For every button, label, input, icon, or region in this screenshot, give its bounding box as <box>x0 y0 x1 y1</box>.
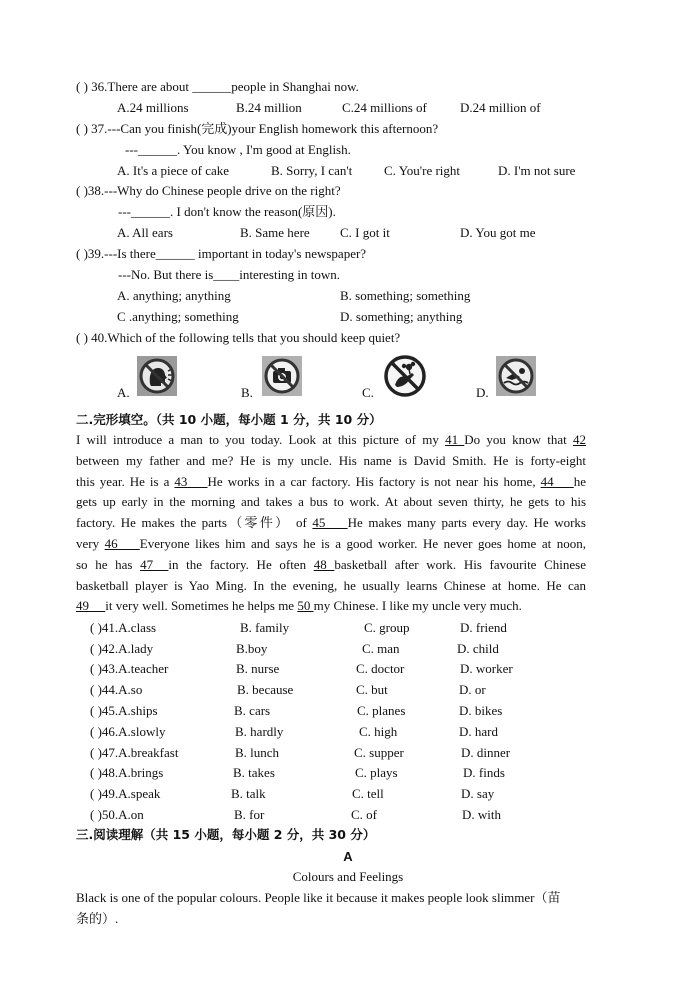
reading-line-1: Black is one of the popular colours. People like it because it makes people look slimmer（苗 <box>76 890 561 905</box>
q48-option-b: B. takes <box>233 765 275 780</box>
q36-option-c: C.24 millions of <box>342 100 427 115</box>
passage-line: gets up early in the morning and takes a bus to work. At about seven thirty, he gets to his <box>76 494 586 510</box>
q39-option-d: D. something; anything <box>340 309 463 324</box>
q50-option-b: B. for <box>234 807 265 822</box>
q44-stem-a: ( )44.A.so <box>90 682 143 697</box>
passage-line: so he has 47 in the factory. He often 48 basketball after work. His favourite Chinese <box>76 556 586 572</box>
q50-option-d: D. with <box>462 807 501 822</box>
no-camera-sign-icon <box>262 356 302 396</box>
passage-line: factory. He makes the parts（零件） of 45 He makes many parts every day. He works <box>76 515 586 531</box>
q46-option-d: D. hard <box>459 724 498 739</box>
question-37-stem: ( ) 37.---Can you finish(完成)your English homework this afternoon? <box>76 121 439 136</box>
q50-option-c: C. of <box>351 807 377 822</box>
q37-option-d: D. I'm not sure <box>498 163 576 178</box>
passage-line: basketball player is Yao Ming. In the evening, he usually learns Chinese at home. He can <box>76 577 586 593</box>
q36-option-a: A.24 millions <box>117 100 189 115</box>
q48-stem-a: ( )48.A.brings <box>90 765 164 780</box>
question-36-stem: ( ) 36.There are about ______people in Shanghai now. <box>76 79 359 94</box>
q39-option-b: B. something; something <box>340 288 471 303</box>
cloze-passage <box>76 430 586 617</box>
no-swimming-sign-icon <box>496 356 536 396</box>
q42-option-c: C. man <box>362 641 400 656</box>
section-2-heading: 二.完形填空。（共 10 小题，每小题 1 分，共 10 分） <box>76 412 382 427</box>
section-3-heading: 三.阅读理解（共 15 小题，每小题 2 分，共 30 分） <box>76 827 376 842</box>
q41-stem-a: ( )41.A.class <box>90 620 157 635</box>
q47-option-d: D. dinner <box>461 745 511 760</box>
q44-option-d: D. or <box>459 682 486 697</box>
passage-line: 49 it very well. Sometimes he helps me 50 my Chinese. I like my uncle very much. <box>76 598 522 614</box>
q38-option-b: B. Same here <box>240 225 310 240</box>
q37-option-a: A. It's a piece of cake <box>117 163 230 178</box>
q43-stem-a: ( )43.A.teacher <box>90 661 169 676</box>
passage-line: I will introduce a man to you today. Look at this picture of my 41 Do you know that 42 <box>76 432 586 447</box>
q43-option-d: D. worker <box>460 661 513 676</box>
q40-option-a: A. <box>117 385 130 400</box>
question-40-stem: ( ) 40.Which of the following tells that you should keep quiet? <box>76 330 401 345</box>
question-38-reply: ---______. I don't know the reason(原因). <box>118 204 336 219</box>
q39-option-c: C .anything; something <box>117 309 239 324</box>
question-38-stem: ( )38.---Why do Chinese people drive on the right? <box>76 183 341 198</box>
no-picking-flowers-sign-icon <box>382 353 428 399</box>
q49-option-d: D. say <box>461 786 495 801</box>
q40-option-d: D. <box>476 385 489 400</box>
q47-option-c: C. supper <box>354 745 404 760</box>
q45-option-b: B. cars <box>234 703 271 718</box>
q49-option-b: B. talk <box>231 786 266 801</box>
question-39-reply: ---No. But there is____interesting in town. <box>118 267 341 282</box>
q38-option-d: D. You got me <box>460 225 536 240</box>
q40-option-b: B. <box>241 385 253 400</box>
q41-option-d: D. friend <box>460 620 507 635</box>
reading-part-label: A <box>343 849 353 864</box>
q47-stem-a: ( )47.A.breakfast <box>90 745 179 760</box>
q45-stem-a: ( )45.A.ships <box>90 703 158 718</box>
q43-option-c: C. doctor <box>356 661 405 676</box>
q49-option-c: C. tell <box>352 786 384 801</box>
reading-line-2: 条的）. <box>76 911 119 926</box>
q47-option-b: B. lunch <box>235 745 280 760</box>
reading-title: Colours and Feelings <box>292 869 404 884</box>
q38-option-a: A. All ears <box>117 225 173 240</box>
q41-option-c: C. group <box>364 620 410 635</box>
q50-stem-a: ( )50.A.on <box>90 807 144 822</box>
q43-option-b: B. nurse <box>236 661 280 676</box>
q44-option-c: C. but <box>356 682 388 697</box>
q46-option-c: C. high <box>359 724 398 739</box>
passage-line: between my father and me? He is my uncle. His name is David Smith. He is forty-eight <box>76 452 586 468</box>
q41-option-b: B. family <box>240 620 290 635</box>
q46-stem-a: ( )46.A.slowly <box>90 724 166 739</box>
q48-option-c: C. plays <box>355 765 398 780</box>
q44-option-b: B. because <box>237 682 294 697</box>
q45-option-c: C. planes <box>357 703 406 718</box>
q42-option-b: B.boy <box>236 641 268 656</box>
q48-option-d: D. finds <box>463 765 505 780</box>
passage-line: this year. He is a 43 He works in a car factory. His factory is not near his home, 44 he <box>76 473 586 489</box>
q36-option-d: D.24 million of <box>460 100 541 115</box>
q45-option-d: D. bikes <box>459 703 503 718</box>
passage-line: very 46 Everyone likes him and says he is a good worker. He never goes home at noon, <box>76 535 586 551</box>
q46-option-b: B. hardly <box>235 724 284 739</box>
question-37-reply: ---______. You know , I'm good at English. <box>125 142 351 157</box>
q39-option-a: A. anything; anything <box>117 288 231 303</box>
q37-option-c: C. You're right <box>384 163 461 178</box>
q49-stem-a: ( )49.A.speak <box>90 786 161 801</box>
q38-option-c: C. I got it <box>340 225 390 240</box>
q36-option-b: B.24 million <box>236 100 302 115</box>
no-talking-sign-icon <box>137 356 177 396</box>
q42-stem-a: ( )42.A.lady <box>90 641 154 656</box>
q42-option-d: D. child <box>457 641 499 656</box>
q40-option-c: C. <box>362 385 374 400</box>
question-39-stem: ( )39.---Is there______ important in today's newspaper? <box>76 246 367 261</box>
q37-option-b: B. Sorry, I can't <box>271 163 353 178</box>
